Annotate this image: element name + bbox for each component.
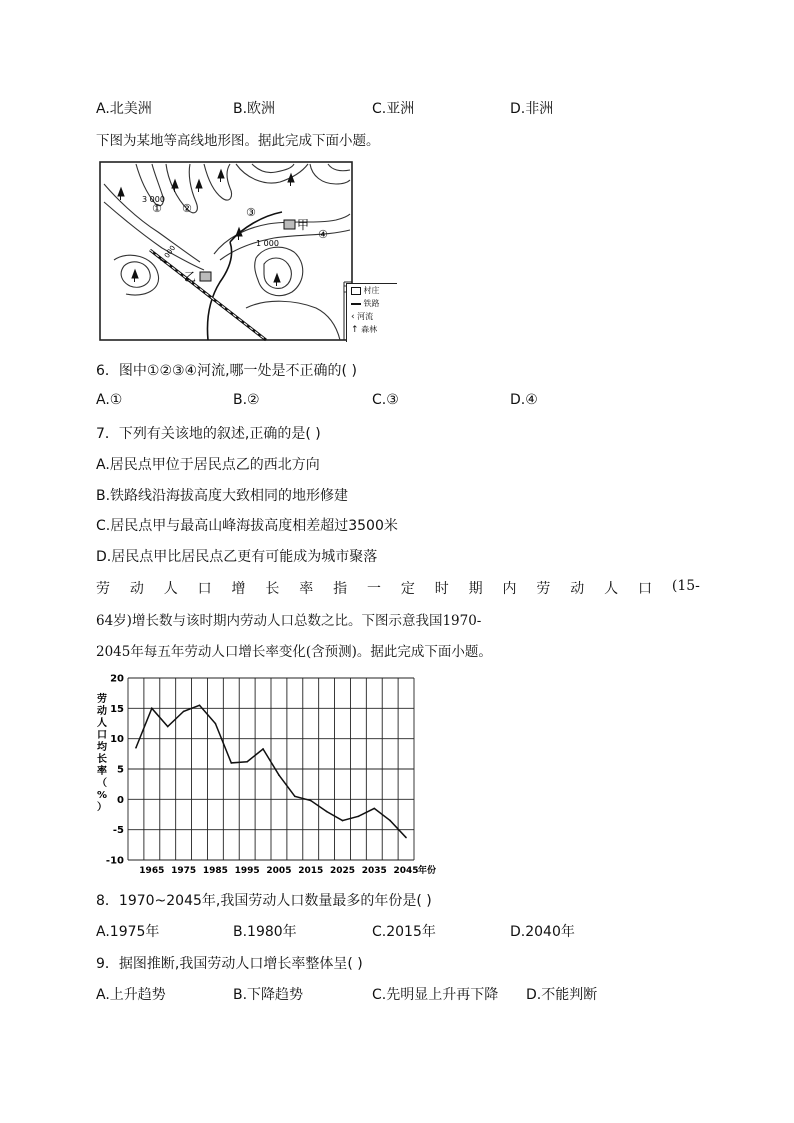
q9-stem: 9．据图推断,我国劳动人口增长率整体呈( ) [96, 956, 363, 972]
x-tick-label: 2035 [361, 866, 387, 876]
intro-char: 长 [265, 581, 280, 597]
village-legend-icon [351, 287, 361, 295]
legend-forest [351, 324, 377, 335]
x-tick-label: 2015 [298, 866, 324, 876]
contour-map [96, 158, 358, 344]
intro-char: 定 [400, 581, 415, 597]
village-jia-icon [284, 220, 295, 229]
y-axis-label: 劳动人口均长率（%） [96, 694, 108, 813]
river-label-4: ④ [318, 228, 328, 241]
q7-option-a: A.居民点甲位于居民点乙的西北方向 [96, 457, 320, 473]
q5-option-d: D.非洲 [510, 101, 554, 117]
y-tick-label: -5 [112, 825, 124, 837]
q5-option-b: B.欧洲 [233, 101, 276, 117]
chart-intro-line-3: 2045年每五年劳动人口增长率变化(含预测)。据此完成下面小题。 [96, 644, 492, 660]
data-point [262, 748, 264, 750]
intro-char: 动 [129, 581, 144, 597]
contour-label-1000: 1 000 [256, 239, 279, 248]
river-label-1: ① [152, 202, 162, 215]
map-intro: 下图为某地等高线地形图。据此完成下面小题。 [96, 133, 380, 149]
q9-option-b: B.下降趋势 [233, 987, 304, 1003]
data-point [373, 808, 375, 810]
data-point [310, 800, 312, 802]
data-point [342, 820, 344, 822]
intro-char: 人 [163, 581, 178, 597]
data-point [246, 761, 248, 763]
contour-label-3000: 3 000 [142, 195, 165, 204]
x-tick-label: 2025 [329, 866, 356, 876]
intro-char: 时 [434, 581, 449, 597]
river-label-2: ② [182, 202, 192, 215]
x-tick-label: 1965 [139, 866, 165, 876]
data-point [326, 811, 328, 813]
intro-char: 指 [333, 581, 348, 597]
labor-growth-chart [92, 672, 452, 878]
intro-char: 人 [604, 581, 619, 597]
intro-char: 口 [197, 581, 212, 597]
village-jia-label: 甲 [297, 218, 310, 232]
q6-stem: 6．图中①②③④河流,哪一处是不正确的( ) [96, 363, 357, 379]
q7-option-c: C.居民点甲与最高山峰海拔高度相差超过3500米 [96, 518, 398, 534]
data-point [215, 723, 217, 725]
contour-label-1000-b: 1 000 [159, 244, 178, 266]
legend-railway [351, 298, 380, 309]
legend-river [351, 311, 373, 322]
legend-village [351, 285, 380, 296]
data-point [358, 816, 360, 818]
y-tick-label: 0 [117, 794, 124, 806]
q6-option-d: D.④ [510, 392, 538, 408]
data-point [294, 796, 296, 798]
river-label-3: ③ [246, 206, 256, 219]
data-point [389, 820, 391, 822]
chart-intro-line-1 [96, 578, 700, 598]
y-tick-label: 5 [117, 764, 124, 776]
intro-char: 增 [231, 581, 246, 597]
forest-legend-icon: ↑ [351, 325, 359, 335]
q6-option-a: A.① [96, 392, 123, 408]
chart-axes [97, 674, 436, 877]
x-tick-label: 2005 [266, 866, 292, 876]
village-yi-icon [200, 272, 211, 281]
y-tick-label: 15 [110, 703, 124, 715]
q7-stem: 7．下列有关该地的叙述,正确的是( ) [96, 426, 321, 442]
river-legend-icon: ‹ [351, 312, 355, 322]
intro-char: 一 [367, 581, 381, 597]
q5-option-a: A.北美洲 [96, 101, 152, 117]
q9-option-a: A.上升趋势 [96, 987, 166, 1003]
data-point [183, 711, 185, 713]
legend-village-label: 村庄 [363, 286, 380, 295]
y-tick-label: 20 [110, 673, 124, 685]
y-tick-label: 10 [110, 734, 124, 746]
intro-char: 口 [638, 581, 652, 597]
data-point [135, 747, 137, 749]
intro-char: 劳 [536, 581, 551, 597]
railway-legend-icon [351, 303, 361, 305]
data-point [167, 726, 169, 728]
q8-option-b: B.1980年 [233, 924, 297, 940]
data-point [230, 762, 232, 764]
q8-option-d: D.2040年 [510, 924, 575, 940]
q5-option-c: C.亚洲 [372, 101, 415, 117]
q7-option-d: D.居民点甲比居民点乙更有可能成为城市聚落 [96, 549, 378, 565]
q7-option-b: B.铁路线沿海拔高度大致相同的地形修建 [96, 488, 349, 504]
intro-char: 率 [299, 581, 314, 597]
q8-stem: 8．1970~2045年,我国劳动人口数量最多的年份是( ) [96, 893, 432, 909]
q8-option-a: A.1975年 [96, 924, 160, 940]
intro-char: 动 [570, 581, 585, 597]
map-border [100, 162, 352, 340]
data-point [278, 774, 280, 776]
legend-panel [346, 283, 397, 342]
legend-railway-label: 铁路 [363, 299, 380, 308]
chart-intro-line-2: 64岁)增长数与该时期内劳动人口总数之比。下图示意我国1970- [96, 613, 482, 629]
village-yi-label: 乙 [184, 270, 197, 284]
x-tick-label: 1985 [202, 866, 228, 876]
q8-option-c: C.2015年 [372, 924, 436, 940]
data-point [199, 705, 201, 707]
q9-option-d: D.不能判断 [526, 987, 598, 1003]
intro-char: (15- [671, 578, 700, 594]
q9-option-c: C.先明显上升再下降 [372, 987, 499, 1003]
x-tick-label: 1975 [171, 866, 197, 876]
legend-river-label: 河流 [357, 312, 374, 321]
data-point [405, 837, 407, 839]
x-tick-label: 2045 [393, 866, 419, 876]
data-point [151, 708, 153, 710]
x-axis-label: 年份 [418, 866, 437, 876]
x-tick-label: 1995 [234, 866, 260, 876]
intro-char: 期 [468, 581, 483, 597]
intro-char: 劳 [96, 581, 110, 597]
y-tick-label: -10 [105, 855, 124, 867]
legend-forest-label: 森林 [361, 325, 378, 334]
q6-option-b: B.② [233, 392, 260, 408]
q6-option-c: C.③ [372, 392, 399, 408]
chart-grid [128, 678, 414, 860]
intro-char: 内 [502, 581, 517, 597]
